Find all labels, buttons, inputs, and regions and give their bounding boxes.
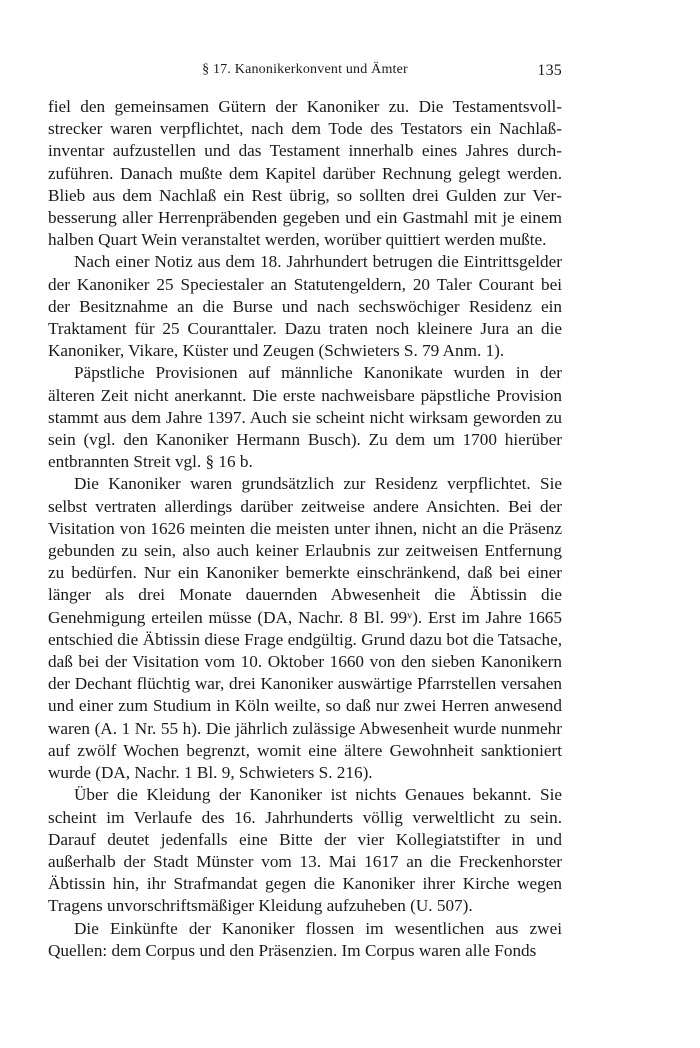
paragraph-entry-fees: Nach einer Notiz aus dem 18. Jahrhundert betrugen die Eintrittsgelder der Kanoniker 25 Speciestaler an Statutengeldern, 20 Taler Courant bei der Besitznahme an die Burse und nach sechswöchiger Residenz ein Traktament für 25 Couranttaler. Dazu traten noch kleinere Jura an die Kanoniker, Vikare, Küster und Zeugen (Schwieters S. 79 Anm. 1).: [48, 252, 562, 361]
page-number: 135: [537, 62, 562, 79]
paragraph-clothing: Über die Kleidung der Kanoniker ist nichts Genaues bekannt. Sie scheint im Verlaufe des 16. Jahrhunderts völlig verweltlicht zu sein. Darauf deutet jedenfalls eine Bitte der vier Kollegiatstifter in und außerhalb der Stadt Münster vom 13. Mai 1617 an die Freckenhorster Äbtissin hin, ihr Strafmandat gegen die Kanoniker ihrer Kirche wegen Tragens unvorschriftsmäßiger Kleidung aufzuheben (U. 507).: [48, 785, 562, 916]
paragraph-residence: Die Kanoniker waren grundsätzlich zur Residenz verpflichtet. Sie selbst vertraten allerdings darüber zeitweise andere Ansichten. Bei der Visitation von 1626 meinten die meisten unter ihnen, nicht an die Präsenz gebunden zu sein, also auch keiner Erlaubnis zur zeitweisen Entfernung zu bedürfen. Nur ein Kanoniker bemerkte einschränkend, daß bei einer länger als drei Monate dauernden Abwesenheit die Äbtissin die Genehmigung erteilen müsse (DA, Nachr. 8 Bl. 99ᵛ). Erst im Jahre 1665 entschied die Äbtissin diese Frage endgültig. Grund dazu bot die Tatsache, daß bei der Visitation vom 10. Oktober 1660 von den sieben Kanonikern der Dechant flüchtig war, drei Kanoniker auswärtige Pfarrstellen versahen und einer zum Studium in Köln weilte, so daß nur zwei Herren anwesend waren (A. 1 Nr. 55 h). Die jährlich zulässige Abwesenheit wurde nunmehr auf zwölf Wochen begrenzt, womit eine ältere Gewohnheit sanktioniert wurde (DA, Nachr. 1 Bl. 9, Schwieters S. 216).: [48, 474, 562, 783]
paragraph-papal-provisions: Päpstliche Provisionen auf männliche Kanonikate wurden in der älteren Zeit nicht anerkannt. Die erste nachweisbare päpstliche Provision stammt aus dem Jahre 1397. Auch sie scheint nicht wirksam geworden zu sein (vgl. den Kanoniker Hermann Busch). Zu dem um 1700 hierüber entbrannten Streit vgl. § 16 b.: [48, 363, 562, 472]
paragraph-income: Die Einkünfte der Kanoniker flossen im wesentlichen aus zwei Quellen: dem Corpus und den Präsenzien. Im Corpus waren alle Fonds: [48, 918, 562, 960]
running-title: § 17. Kanonikerkonvent und Ämter: [202, 62, 408, 77]
body-text: [48, 96, 562, 962]
running-head: [48, 62, 562, 84]
paragraph-continuation: fiel den gemeinsamen Gütern der Kanoniker zu. Die Testamentsvollstrecker waren verpflichtet, nach dem Tode des Testators ein Nachlaßinventar aufzustellen und das Testament innerhalb eines Jahres durchzuführen. Danach mußte dem Kapitel darüber Rechnung gelegt werden. Blieb aus dem Nachlaß ein Rest übrig, so sollten drei Gulden zur Verbesserung aller Herrenpräbenden gegeben und ein Gastmahl mit je einem halben Quart Wein veranstaltet werden, worüber quittiert werden mußte.: [48, 97, 562, 250]
